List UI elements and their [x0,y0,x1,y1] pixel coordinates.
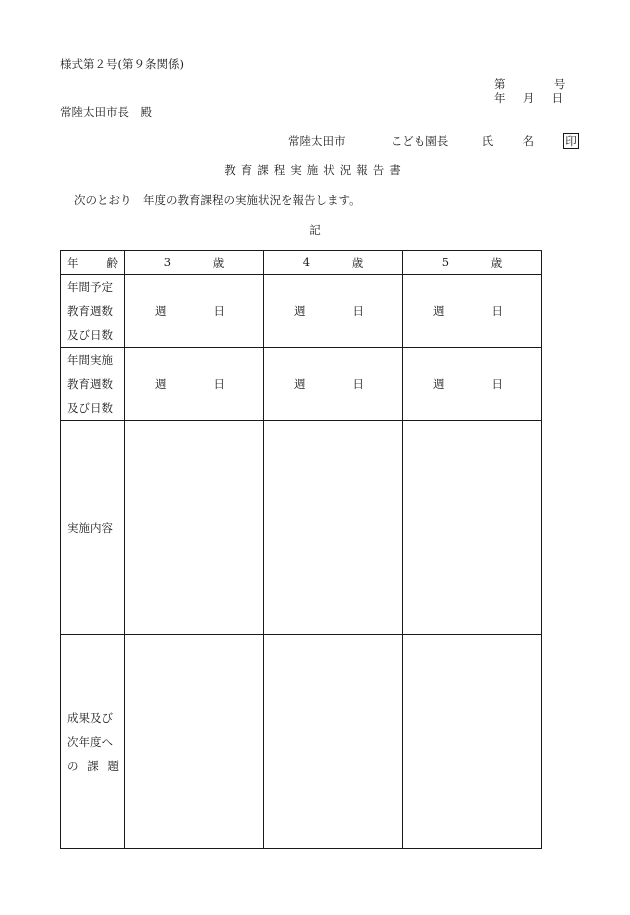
report-table [60,250,542,849]
result-label-line-last [67,754,119,778]
go-label: 号 [553,77,566,91]
day-label: 日 [352,377,364,391]
actual-label-line: 教育週数 [67,377,113,391]
plan-label-line: 教育週数 [67,304,113,318]
result-label-line: 成果及び [67,710,113,725]
result-label-line: 次年度へ [67,734,113,749]
plan-5-cell[interactable] [403,275,542,348]
day-label: 日 [491,377,503,391]
ki-label: 記 [309,223,321,237]
day-label: 日 [213,377,225,391]
day-label: 日 [213,304,225,318]
plan-label-line: 年間予定 [67,280,113,294]
result-5-cell[interactable] [403,635,542,849]
age-header-cell [61,251,125,275]
result-label-char: 題 [107,758,119,773]
content-3-cell[interactable] [125,421,264,635]
age-unit: 歳 [351,255,364,270]
table-row [61,635,542,849]
actual-4-cell[interactable] [264,348,403,421]
actual-5-cell[interactable] [403,348,542,421]
age-3-cell [125,251,264,275]
table-row [61,348,542,421]
mei-label: 名 [522,134,534,148]
age-header-a: 年 [67,255,79,270]
month-label: 月 [522,91,535,105]
plan-label-cell [61,275,125,348]
day-label: 日 [491,304,503,318]
actual-label-line: 及び日数 [67,401,113,415]
week-label: 週 [433,377,445,391]
result-4-cell[interactable] [264,635,403,849]
dai-label: 第 [494,77,506,91]
shi-label: 氏 [481,134,494,148]
actual-label-line: 年間実施 [67,353,113,367]
age-number: 5 [441,254,450,269]
result-label-char: 課 [87,758,99,773]
sender-principal: こども園長 [390,134,449,148]
plan-3-cell[interactable] [125,275,264,348]
content-label: 実施内容 [67,520,113,535]
content-5-cell[interactable] [403,421,542,635]
seal-mark: 印 [565,134,577,148]
actual-label-cell [61,348,125,421]
day-label: 日 [551,91,564,105]
age-5-cell [403,251,542,275]
document-title: 教育課程実施状況報告書 [224,163,406,177]
day-label: 日 [352,304,364,318]
result-3-cell[interactable] [125,635,264,849]
content-4-cell[interactable] [264,421,403,635]
table-row [61,275,542,348]
week-label: 週 [433,304,445,318]
result-label-cell [61,635,125,849]
age-number: 3 [163,254,172,269]
age-number: 4 [302,254,311,269]
sender-city: 常陸太田市 [288,134,346,148]
week-label: 週 [155,304,167,318]
age-unit: 歳 [212,255,225,270]
form-number: 様式第２号(第９条関係) [60,57,184,71]
age-unit: 歳 [490,255,503,270]
week-label: 週 [294,377,306,391]
actual-3-cell[interactable] [125,348,264,421]
result-label-char: の [67,758,79,773]
intro-text: 次のとおり 年度の教育課程の実施状況を報告します。 [74,193,361,207]
age-4-cell [264,251,403,275]
content-label-cell [61,421,125,635]
addressee: 常陸太田市長 殿 [60,105,152,119]
table-row [61,251,542,275]
week-label: 週 [155,377,167,391]
sender-line [288,133,579,149]
plan-4-cell[interactable] [264,275,403,348]
plan-label-line: 及び日数 [67,328,113,342]
date-line [494,90,563,106]
week-label: 週 [294,304,306,318]
year-label: 年 [494,91,506,105]
table-row [61,421,542,635]
age-header-b: 齢 [106,255,118,270]
